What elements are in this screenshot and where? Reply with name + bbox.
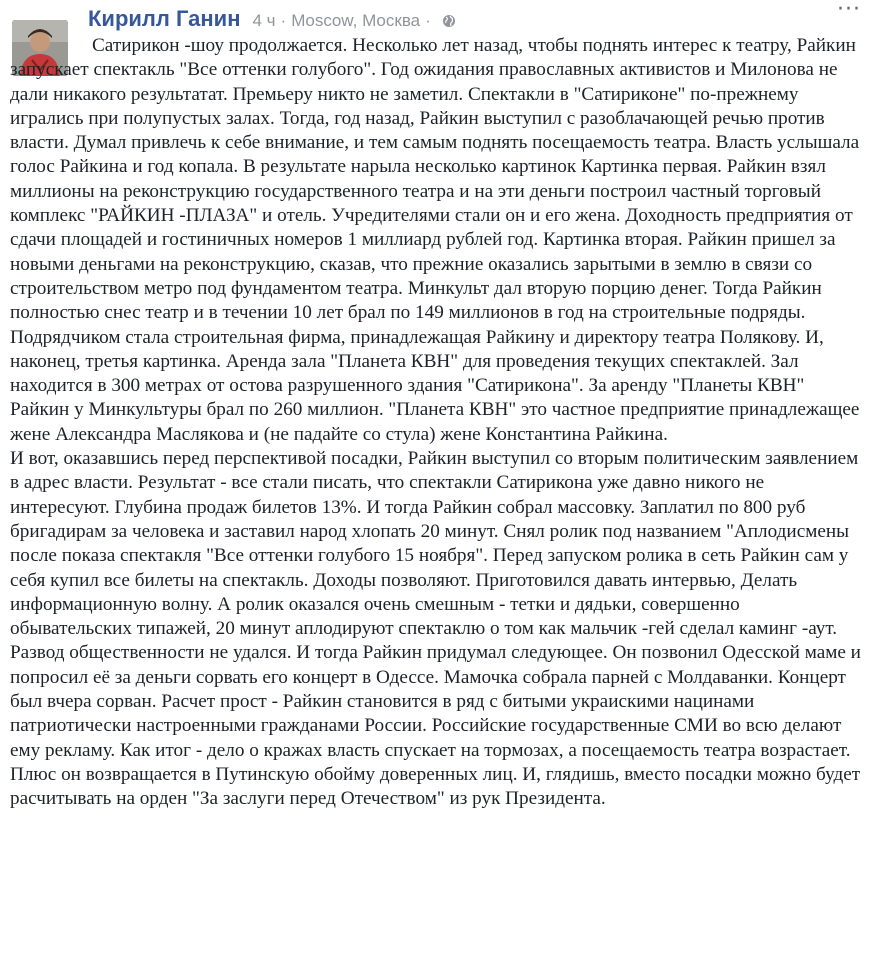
post-location[interactable]: Moscow, Москва <box>291 11 421 30</box>
globe-icon <box>442 13 456 27</box>
post-text <box>10 34 861 812</box>
meta-separator-2: · <box>425 11 431 30</box>
post-time[interactable]: 4 ч <box>252 11 276 30</box>
author-name[interactable]: Кирилл Ганин <box>88 6 241 31</box>
more-options-button[interactable]: ··· <box>837 0 861 22</box>
meta-separator: · <box>280 11 287 30</box>
post-paragraph-1: Сатирикон -шоу продолжается. Несколько лет назад, чтобы поднять интерес к театру, Райкин запускает спектакль "Все оттенки голубого". Год ожидания православных активистов и Милонова не дали никакого результатат. Премьеру никто не заметил. Спектакли в "Сатириконе" по-прежнему игрались при полупустых залах. Тогда, год назад, Райкин выступил с разоблачающей речью против власти. Думал привлечь к себе внимание, и тем самым поднять посещаемость театра. Власть услышала голос Райкина и год копала. В результате нарыла несколько картинок Картинка первая. Райкин взял миллионы на реконструкцию государственного театра и на эти деньги построил частный торговый комплекс "РАЙКИН -ПЛАЗА" и отель. Учредителями стали он и его жена. Доходность предприятия от сдачи площадей и гостиничных номеров 1 миллиард рублей год. Картинка вторая. Райкин пришел за новыми деньгами на реконструкцию, сказав, что прежние оказались зарытыми в землю в связи со строительством метро под фундаментом театра. Минкульт дал вторую порцию денег. Тогда Райкин полностью снес театр и в течении 10 лет брал по 149 миллионов в год на строительные подряды. Подрядчиком стала строительная фирма, принадлежащая Райкину и директору театра Полякову. И, наконец, третья картинка. Аренда зала "Планета КВН" для проведения текущих спектаклей. Зал находится в 300 метрах от остова разрушенного здания "Сатирикона". За аренду "Планеты КВН" Райкин у Минкультуры брал по 260 миллион. "Планета КВН" это частное предприятие принадлежащее жене Александра Маслякова и (не падайте со стула) жене Константина Райкина. <box>10 35 860 445</box>
post-paragraph-2: И вот, оказавшись перед перспективой посадки, Райкин выступил со вторым политическим заявлением в адрес власти. Результат - все стали писать, что спектакли Сатирикона уже давно никого не интересуют. Глубина продаж билетов 13%. И тогда Райкин собрал массовку. Заплатил по 800 руб бригадирам за человека и заставил народ хлопать 20 минут. Снял ролик под названием "Аплодисмены после показа спектакля "Все оттенки голубого 15 ноября". Перед запуском ролика в сеть Райкин сам у себя купил все билеты на спектакль. Доходы позволяют. Приготовился давать интервью, Делать информационную волну. А ролик оказался очень смешным - тетки и дядьки, совершенно обывательских типажей, 20 минут аплодируют спектаклю о том как мальчик -гей сделал каминг -аут. Развод общественности не удался. И тогда Райкин придумал следующее. Он позвонил Одесской маме и попросил её за деньги сорвать его концерт в Одессе. Мамочка собрала парней с Молдаванки. Концерт был вчера сорван. Расчет прост - Райкин становится в ряд с битыми украискими нацинами патриотически настроенными гражданами России. Российские государственные СМИ во всю делают ему рекламу. Как итог - дело о кражах власть спускает на тормозах, а посещаемость театра возрастает. Плюс он возвращается в Путинскую обойму доверенных лиц. И, глядишь, вместо посадки можно будет расчитывать на орден "За заслуги перед Отечеством" из рук Президента. <box>10 448 861 810</box>
post-meta <box>253 11 456 31</box>
post-header <box>88 6 456 36</box>
